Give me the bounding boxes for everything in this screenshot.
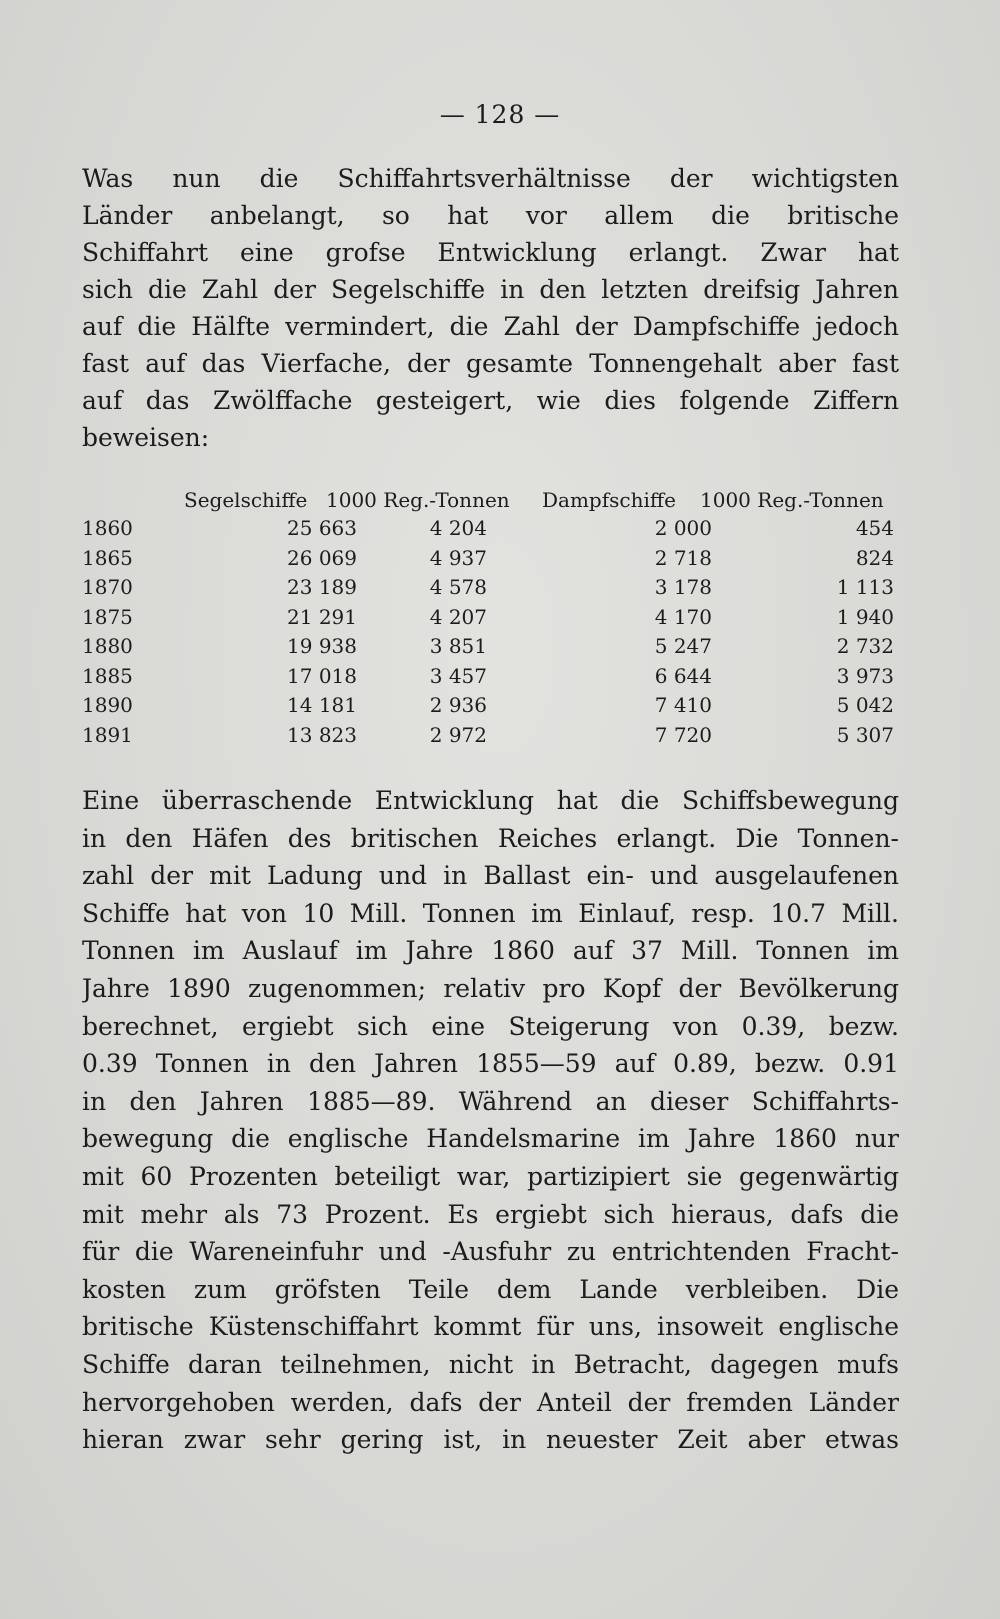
- table-row: [82, 634, 902, 664]
- cell-year: 1860: [82, 516, 133, 540]
- cell-sail-tonnage: 3 851: [429, 634, 487, 658]
- cell-sail-tonnage: 4 937: [429, 545, 487, 570]
- table-row: [82, 664, 902, 694]
- header-reg-tonnen-sail: 1000 Reg.-Tonnen: [326, 488, 510, 512]
- cell-sail-tonnage: 2 936: [429, 693, 487, 717]
- cell-year: 1890: [82, 693, 133, 717]
- text-line: Jahre 1890 zugenommen; relativ pro Kopf der Bevölkerung: [82, 973, 899, 1003]
- cell-sail-count: 17 018: [287, 663, 357, 688]
- text-line: in den Häfen des britischen Reiches erlangt. Die Tonnen-: [82, 823, 899, 853]
- text-line: bewegung die englische Handelsmarine im Jahre 1860 nur: [82, 1124, 899, 1154]
- cell-steam-count: 4 170: [654, 604, 712, 629]
- cell-sail-count: 13 823: [287, 722, 357, 747]
- text-line: Schiffahrt eine grofse Entwicklung erlangt. Zwar hat: [82, 238, 899, 267]
- cell-sail-count: 21 291: [287, 604, 357, 629]
- cell-sail-count: 14 181: [287, 693, 357, 717]
- text-line: mit mehr als 73 Prozent. Es ergiebt sich hieraus, dafs die: [82, 1199, 899, 1229]
- cell-year: 1885: [82, 663, 133, 688]
- text-line: für die Wareneinfuhr und -Ausfuhr zu entrichtenden Fracht-: [82, 1237, 899, 1267]
- text-line: Länder anbelangt, so hat vor allem die britische: [82, 201, 899, 230]
- text-line: berechnet, ergiebt sich eine Steigerung von 0.39, bezw.: [82, 1011, 899, 1041]
- cell-steam-tonnage: 1 940: [836, 604, 894, 629]
- text-line: in den Jahren 1885—89. Während an dieser Schiffahrts-: [82, 1086, 899, 1116]
- text-line: beweisen:: [82, 423, 210, 452]
- cell-steam-tonnage: 5 307: [836, 722, 894, 747]
- text-line: Tonnen im Auslauf im Jahre 1860 auf 37 Mill. Tonnen im: [82, 936, 899, 966]
- cell-steam-tonnage: 5 042: [836, 693, 894, 717]
- cell-steam-tonnage: 3 973: [836, 663, 894, 688]
- text-line: Eine überraschende Entwicklung hat die Schiffsbewegung: [82, 786, 899, 815]
- cell-sail-count: 19 938: [287, 634, 357, 658]
- text-line: hervorgehoben werden, dafs der Anteil der fremden Länder: [82, 1387, 899, 1417]
- cell-steam-tonnage: 2 732: [836, 634, 894, 658]
- cell-sail-tonnage: 2 972: [429, 722, 487, 747]
- table-header: [82, 488, 902, 516]
- cell-sail-tonnage: 4 204: [429, 516, 487, 540]
- cell-steam-tonnage: 1 113: [836, 575, 894, 599]
- cell-steam-tonnage: 824: [855, 545, 894, 570]
- cell-year: 1891: [82, 722, 133, 747]
- page-number: — 128 —: [439, 100, 561, 129]
- text-line: zahl der mit Ladung und in Ballast ein- und ausgelaufenen: [82, 861, 899, 891]
- cell-steam-count: 3 178: [654, 575, 712, 599]
- text-line: Was nun die Schiffahrtsverhältnisse der wichtigsten: [82, 164, 899, 193]
- cell-year: 1865: [82, 545, 133, 570]
- cell-steam-count: 5 247: [654, 634, 712, 658]
- text-line: auf das Zwölffache gesteigert, wie dies folgende Ziffern: [82, 386, 899, 415]
- cell-steam-count: 2 718: [654, 545, 712, 570]
- cell-sail-tonnage: 4 578: [429, 575, 487, 599]
- table-row: [82, 546, 902, 576]
- header-dampfschiffe: Dampfschiffe: [542, 488, 676, 512]
- paragraph-2: [82, 782, 899, 1459]
- text-line: sich die Zahl der Segelschiffe in den letzten dreifsig Jahren: [82, 275, 899, 304]
- header-reg-tonnen-steam: 1000 Reg.-Tonnen: [700, 488, 884, 512]
- cell-steam-tonnage: 454: [855, 516, 894, 540]
- text-line: kosten zum gröfsten Teile dem Lande verbleiben. Die: [82, 1274, 899, 1304]
- cell-year: 1875: [82, 604, 133, 629]
- cell-sail-tonnage: 4 207: [429, 604, 487, 629]
- cell-steam-count: 2 000: [654, 516, 712, 540]
- text-line: britische Küstenschiffahrt kommt für uns, insoweit englische: [82, 1312, 899, 1342]
- text-line: 0.39 Tonnen in den Jahren 1855—59 auf 0.89, bezw. 0.91: [82, 1049, 899, 1079]
- cell-sail-tonnage: 3 457: [429, 663, 487, 688]
- table-row: [82, 605, 902, 635]
- cell-sail-count: 25 663: [287, 516, 357, 540]
- text-line: auf die Hälfte vermindert, die Zahl der Dampfschiffe jedoch: [82, 312, 899, 341]
- text-line: mit 60 Prozenten beteiligt war, partizipiert sie gegenwärtig: [82, 1161, 899, 1191]
- text-line: hieran zwar sehr gering ist, in neuester Zeit aber etwas: [82, 1425, 899, 1455]
- paragraph-1: [82, 160, 899, 456]
- header-segelschiffe: Segelschiffe: [184, 488, 308, 512]
- cell-steam-count: 7 410: [654, 693, 712, 717]
- text-line: Schiffe daran teilnehmen, nicht in Betracht, dagegen mufs: [82, 1349, 899, 1379]
- cell-sail-count: 23 189: [287, 575, 357, 599]
- table-row: [82, 575, 902, 605]
- table-row: [82, 693, 902, 723]
- text-line: fast auf das Vierfache, der gesamte Tonnengehalt aber fast: [82, 349, 899, 378]
- cell-sail-count: 26 069: [287, 545, 357, 570]
- text-line: Schiffe hat von 10 Mill. Tonnen im Einlauf, resp. 10.7 Mill.: [82, 898, 899, 928]
- cell-year: 1880: [82, 634, 133, 658]
- shipping-table: [82, 488, 902, 752]
- table-row: [82, 723, 902, 753]
- cell-year: 1870: [82, 575, 133, 599]
- table-row: [82, 516, 902, 546]
- cell-steam-count: 6 644: [654, 663, 712, 688]
- cell-steam-count: 7 720: [654, 722, 712, 747]
